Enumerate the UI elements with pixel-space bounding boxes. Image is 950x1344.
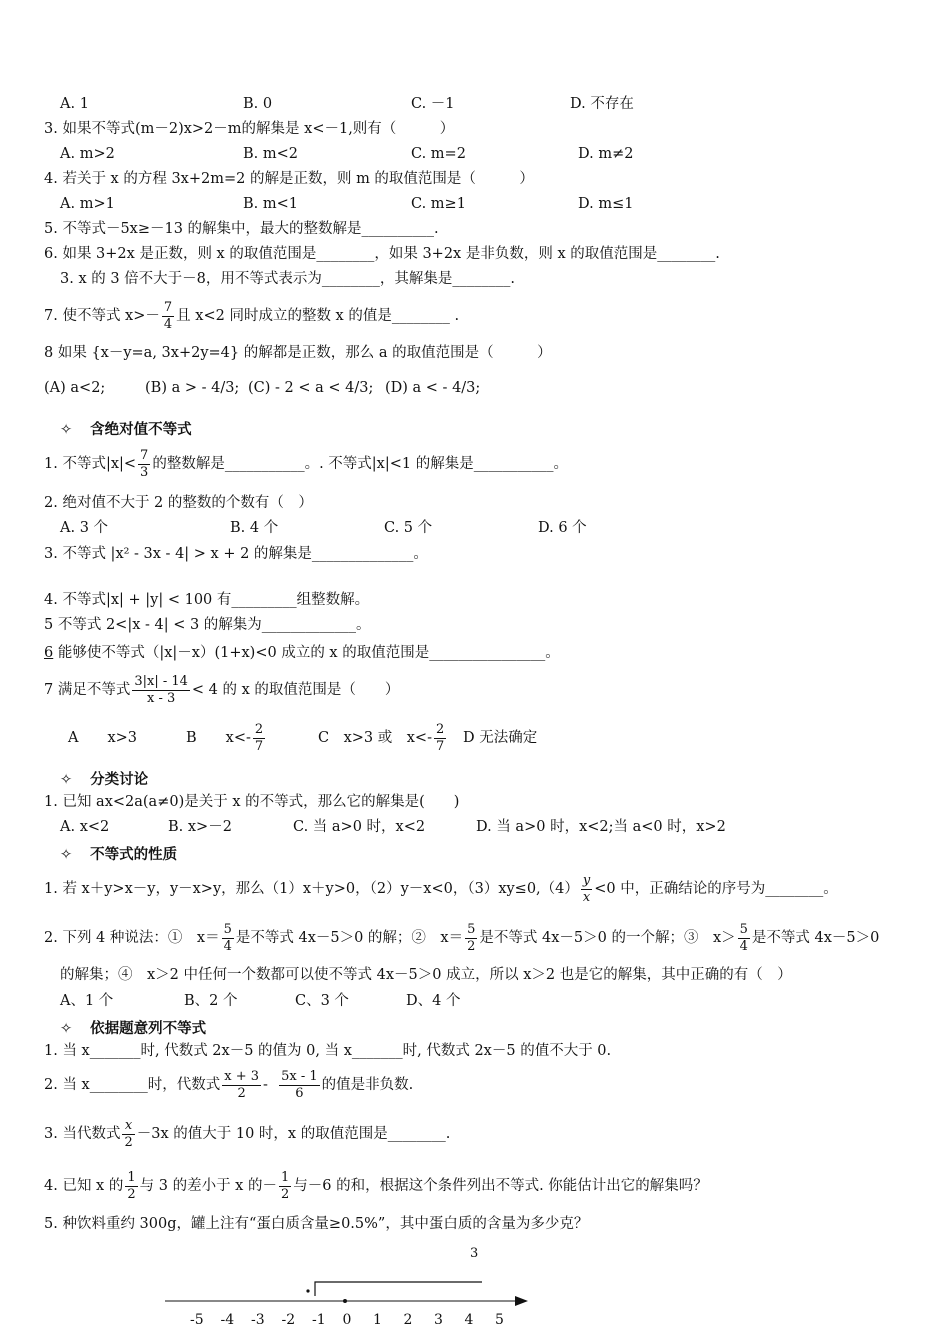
question-3: 3. 如果不等式(m－2)x>2－m的解集是 x<－1,则有（ ） [44, 121, 455, 137]
fraction: $\frac{7}{3}$ [140, 447, 149, 480]
fraction: $\frac{2}{7}$ [435, 721, 445, 754]
axis-tick-label: 0 [342, 1312, 352, 1328]
axis-tick-label: 4 [464, 1312, 474, 1328]
question-6: 6. 如果 3+2x 是正数，则 x 的取值范围是________，如果 3+2x 是非负数，则 x 的取值范围是________. [44, 246, 720, 262]
fraction: $\frac{y}{x}$ [582, 872, 591, 905]
question-4: 4. 若关于 x 的方程 3x+2m=2 的解是正数，则 m 的取值范围是（ ） [44, 171, 534, 187]
a2-option-b: B. 4 个 [230, 520, 279, 536]
prop-question-2: 2. 下列 4 种说法：① x＝ $\frac{5}{4}$ 是不等式 4x－5＞0 的解；② x＝ $\frac{5}{2}$ 是不等式 4x－5＞0 的一个解；③ x＞ $\frac{5}{4}$ 是不等式 4x－5＞0 [44, 921, 880, 954]
abs-question-2: 2. 绝对值不大于 2 的整数的个数有（ ） [44, 495, 313, 511]
option-b: B. 0 [243, 96, 273, 112]
abs-question-7: 7 满足不等式 $\frac{3|x| - 14}{x - 3}$ < 4 的 x 的取值范围是（ ） [44, 673, 400, 706]
q8-option-c: (C) - 2 < a < 4/3; [248, 380, 374, 396]
prop-question-2-line2: 的解集；④ x＞2 中任何一个数都可以使不等式 4x－5＞0 成立，所以 x＞2 也是它的解集，其中正确的有（ ） [60, 967, 792, 983]
b1-option-a: A. x<2 [60, 819, 110, 835]
abs-question-5: 5 不等式 2<|x - 4| < 3 的解集为_____________。 [44, 617, 371, 633]
a7-option-d: D 无法确定 [463, 730, 538, 746]
fraction: $\frac{1}{2}$ [127, 1169, 136, 1202]
q4-option-c: C. m≥1 [411, 196, 466, 212]
fraction: $\frac{5}{4}$ [223, 921, 232, 954]
section-heading: ✧ 含绝对值不等式 [60, 422, 192, 438]
fraction: $\frac{x + 3}{2}$ [224, 1068, 259, 1101]
q3-option-a: A. m>2 [60, 146, 115, 162]
fraction: $\frac{2}{7}$ [254, 721, 264, 754]
fraction: $\frac{3|x| - 14}{x - 3}$ [134, 673, 188, 706]
abs-question-3: 3. 不等式 |x² - 3x - 4| > x + 2 的解集是______________。 [44, 546, 428, 562]
fraction: $\frac{5}{2}$ [467, 921, 476, 954]
fraction: $\frac{5}{4}$ [739, 921, 748, 954]
q3-option-d: D. m≠2 [578, 146, 634, 162]
axis-tick-label: 1 [373, 1312, 382, 1328]
a7-option-a: A x>3 [68, 730, 138, 746]
fraction: $\frac{5x - 1}{6}$ [281, 1068, 318, 1101]
b1-option-d: D. 当 a>0 时，x<2;当 a<0 时，x>2 [476, 819, 726, 835]
axis-tick-label: 2 [403, 1312, 413, 1328]
fraction: $\frac{7}{4}$ [163, 299, 173, 332]
c2-option-a: A、1 个 [60, 993, 114, 1009]
page-number: 3 [470, 1246, 479, 1261]
list-question-1: 1. 当 x_______时, 代数式 2x－5 的值为 0, 当 x_______时, 代数式 2x－5 的值不大于 0. [44, 1043, 612, 1059]
axis-tick-label: -5 [190, 1312, 204, 1328]
diamond-icon: ✧ [60, 772, 73, 788]
q3-option-b: B. m<2 [243, 146, 298, 162]
a7-option-c: C x>3 或 x<- $\frac{2}{7}$ [318, 721, 445, 754]
q8-option-a: (A) a<2; [44, 380, 106, 396]
abs-question-1: 1. 不等式|x|< $\frac{7}{3}$ 的整数解是___________。. 不等式|x|<1 的解集是___________。 [44, 447, 568, 480]
abs-question-6: 6 能够使不等式（|x|－x）(1+x)<0 成立的 x 的取值范围是________________。 [44, 645, 560, 661]
q8-option-b: (B) a > - 4/3; [145, 380, 240, 396]
q4-option-d: D. m≤1 [578, 196, 634, 212]
option-d: D. 不存在 [570, 96, 634, 112]
question-8: 8 如果 {x－y=a, 3x+2y=4} 的解都是正数，那么 a 的取值范围是（ ） [44, 345, 552, 361]
axis-tick-label: -1 [312, 1312, 326, 1328]
c2-option-b: B、2 个 [184, 993, 238, 1009]
diamond-icon: ✧ [60, 422, 73, 438]
question-7: 7. 使不等式 x>－ $\frac{7}{4}$ 且 x<2 同时成立的整数 x 的值是________ . [44, 299, 460, 332]
section-heading: ✧ 不等式的性质 [60, 847, 178, 863]
axis-tick-label: -2 [281, 1312, 296, 1328]
q4-option-a: A. m>1 [60, 196, 115, 212]
axis-tick-label: 3 [434, 1312, 443, 1328]
list-question-3: 3. 当代数式 $\frac{x}{2}$ －3x 的值大于 10 时，x 的取值范围是________. [44, 1117, 451, 1150]
number-line [160, 1272, 540, 1344]
a7-option-b: B x<- $\frac{2}{7}$ [186, 721, 264, 754]
origin-dot [343, 1299, 347, 1303]
a2-option-c: C. 5 个 [384, 520, 433, 536]
q8-option-d: (D) a < - 4/3; [385, 380, 481, 396]
a2-option-a: A. 3 个 [60, 520, 109, 536]
list-question-4: 4. 已知 x 的 $\frac{1}{2}$ 与 3 的差小于 x 的－ $\frac{1}{2}$ 与－6 的和，根据这个条件列出不等式. 你能估计出它的解集吗？ [44, 1169, 708, 1202]
question-6b: 3. x 的 3 倍不大于－8，用不等式表示为________，其解集是________. [60, 271, 516, 287]
b1-option-c: C. 当 a>0 时，x<2 [293, 819, 426, 835]
b1-option-b: B. x>－2 [168, 819, 232, 835]
option-a: A. 1 [60, 96, 89, 112]
q3-option-c: C. m=2 [411, 146, 466, 162]
fraction: $\frac{x}{2}$ [124, 1117, 133, 1150]
axis-arrow [515, 1296, 528, 1306]
axis-tick-label: -3 [251, 1312, 265, 1328]
diamond-icon: ✧ [60, 1021, 73, 1037]
q4-option-b: B. m<1 [243, 196, 298, 212]
abs-question-4: 4. 不等式|x| + |y| < 100 有_________组整数解。 [44, 592, 370, 608]
list-question-2: 2. 当 x________时，代数式 $\frac{x + 3}{2}$ - $\frac{5x - 1}{6}$ 的值是非负数. [44, 1068, 414, 1101]
fraction: $\frac{1}{2}$ [280, 1169, 290, 1202]
option-c: C. －1 [411, 96, 455, 112]
c2-option-c: C、3 个 [295, 993, 349, 1009]
c2-option-d: D、4 个 [406, 993, 461, 1009]
class-question-1: 1. 已知 ax<2a(a≠0)是关于 x 的不等式，那么它的解集是( ) [44, 794, 460, 810]
diamond-icon: ✧ [60, 847, 73, 863]
question-5: 5. 不等式－5x≥－13 的解集中，最大的整数解是__________. [44, 221, 439, 237]
prop-question-1: 1. 若 x＋y>x－y，y－x>y，那么（1）x＋y>0，（2）y－x<0，（3）xy≤0,（4） $\frac{y}{x}$ <0 中，正确结论的序号为________。 [44, 872, 838, 905]
dot [306, 1289, 309, 1292]
list-question-5: 5. 种饮料重约 300g，罐上注有“蛋白质含量≥0.5%”，其中蛋白质的含量为多少克？ [44, 1216, 589, 1232]
section-heading: ✧ 依据题意列不等式 [60, 1021, 207, 1037]
solution-bracket [315, 1282, 482, 1296]
a2-option-d: D. 6 个 [538, 520, 587, 536]
axis-tick-label: -4 [220, 1312, 235, 1328]
section-heading: ✧ 分类讨论 [60, 772, 149, 788]
axis-tick-label: 5 [495, 1312, 504, 1328]
